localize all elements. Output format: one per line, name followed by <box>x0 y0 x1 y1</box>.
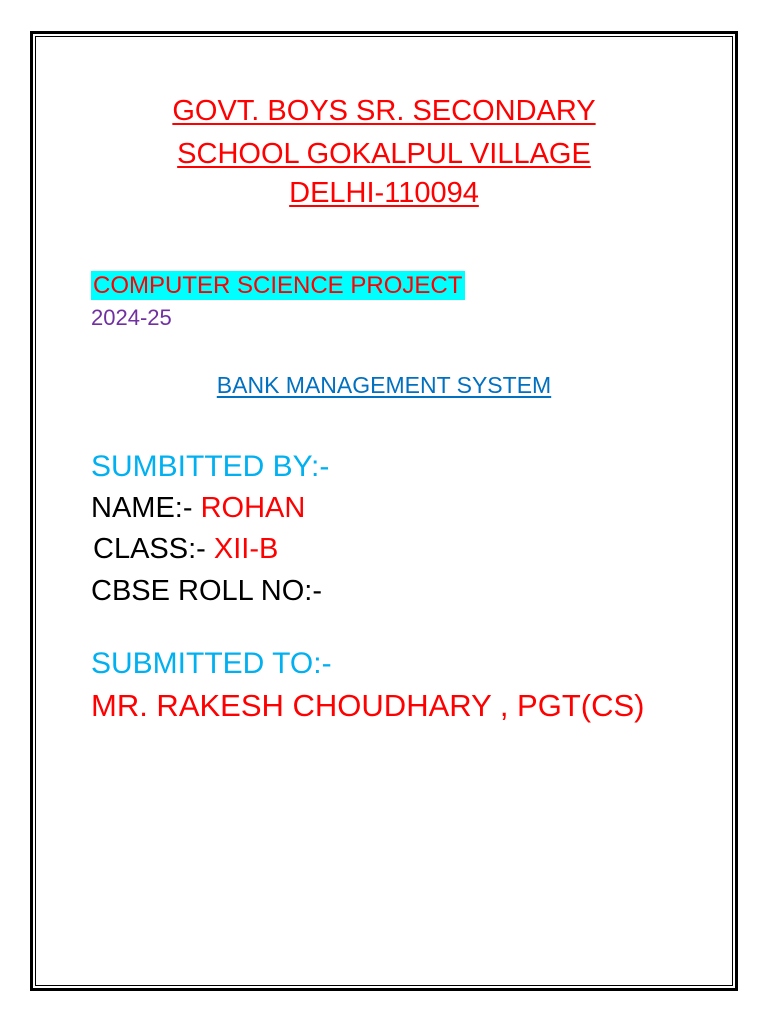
roll-number-row <box>91 577 322 606</box>
project-title: COMPUTER SCIENCE PROJECT <box>91 271 465 300</box>
name-label: NAME:- <box>91 492 193 524</box>
name-value: ROHAN <box>200 492 306 524</box>
submitted-to-heading: SUBMITTED TO:- <box>91 647 332 680</box>
school-address: DELHI-110094 <box>289 177 479 209</box>
class-value: XII-B <box>213 533 279 565</box>
school-name-line-2: SCHOOL GOKALPUL VILLAGE <box>177 138 591 170</box>
roll-label: CBSE ROLL NO:- <box>91 575 322 607</box>
project-topic: BANK MANAGEMENT SYSTEM <box>216 372 552 398</box>
teacher-name: MR. RAKESH CHOUDHARY , PGT(CS) <box>91 688 645 723</box>
class-row <box>93 535 278 564</box>
class-label: CLASS:- <box>93 533 206 565</box>
school-name-line-1: GOVT. BOYS SR. SECONDARY <box>172 95 596 127</box>
session-year: 2024-25 <box>91 305 172 330</box>
student-name-row <box>91 494 305 523</box>
submitted-by-heading: SUMBITTED BY:- <box>91 450 330 483</box>
